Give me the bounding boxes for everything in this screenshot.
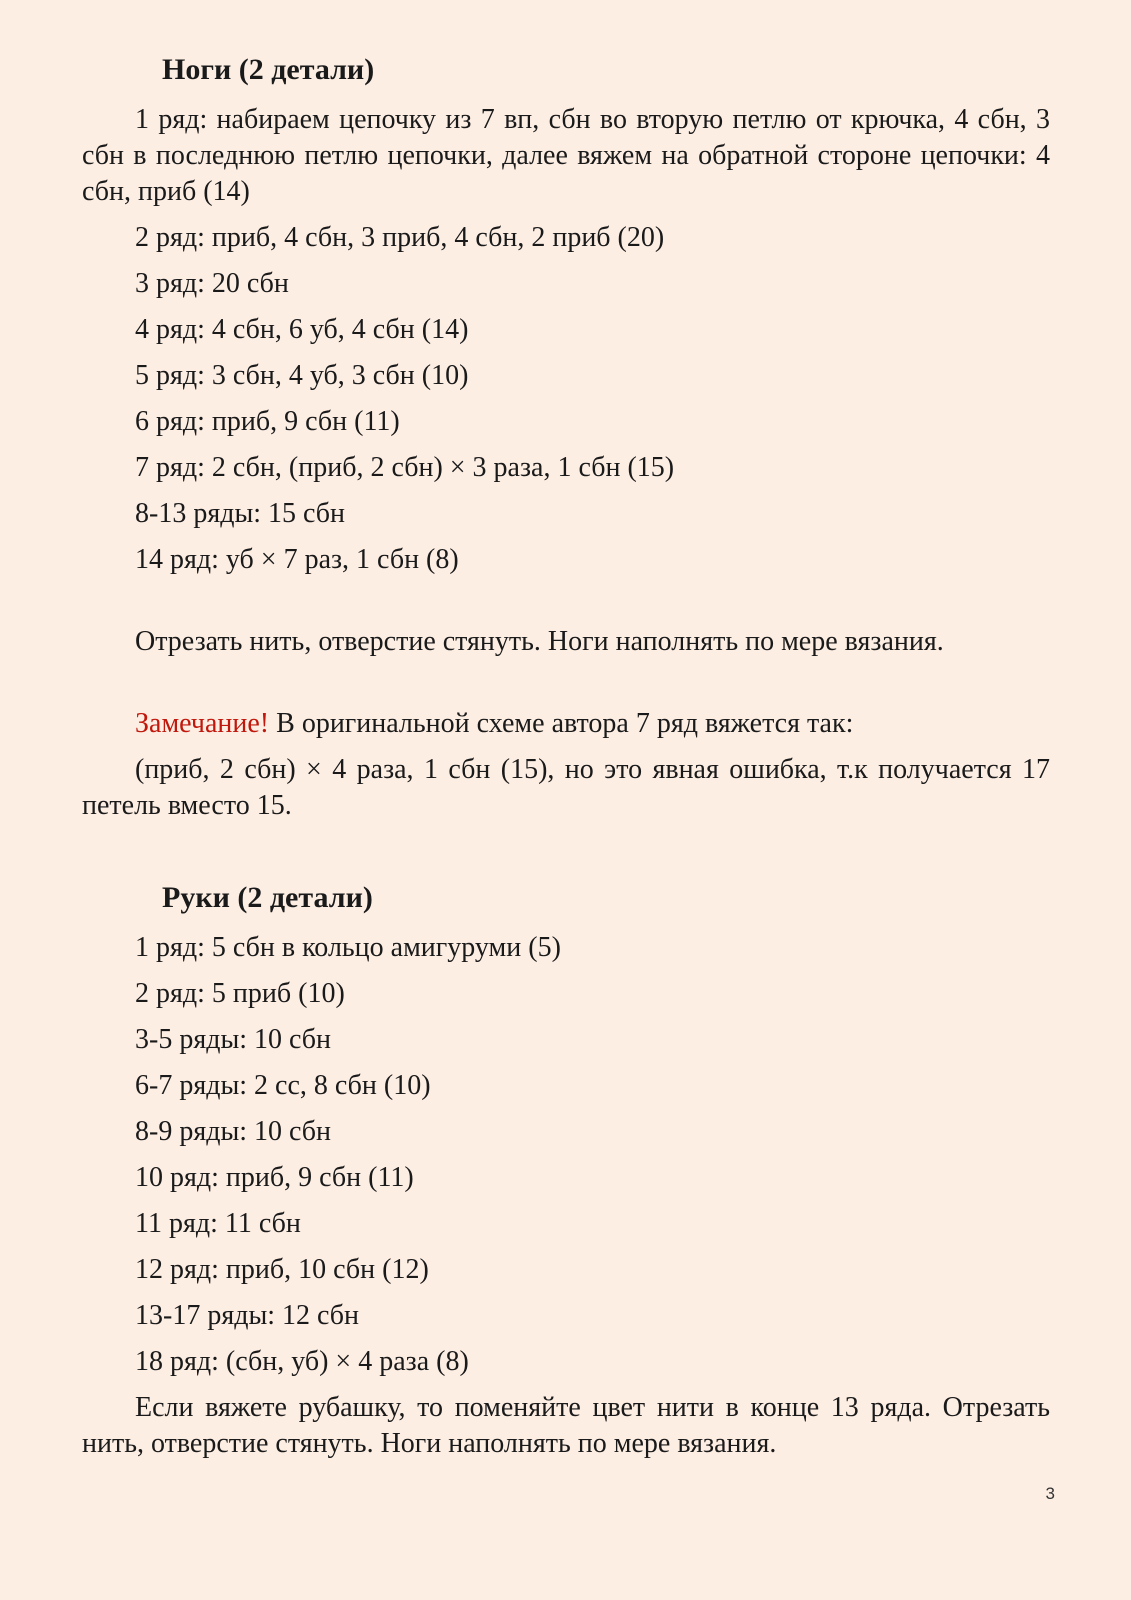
legs-finish-text: Отрезать нить, отверстие стянуть. Ноги наполнять по мере вязания. xyxy=(135,626,944,657)
legs-row: 7 ряд: 2 сбн, (приб, 2 сбн) × 3 раза, 1 сбн (15) xyxy=(135,452,675,483)
arms-row: 8-9 ряды: 10 сбн xyxy=(135,1116,332,1147)
note-paragraph xyxy=(82,706,1050,742)
document-page xyxy=(82,52,1050,1472)
arms-finish-text: Если вяжете рубашку, то поменяйте цвет нити в конце 13 ряда. Отрезать нить, отверстие стянуть. Ноги наполнять по мере вязания. xyxy=(82,1392,1050,1459)
note-detail: (приб, 2 сбн) × 4 раза, 1 сбн (15), но это явная ошибка, т.к получается 17 петель вместо 15. xyxy=(82,754,1050,821)
arms-row: 10 ряд: приб, 9 сбн (11) xyxy=(135,1162,414,1193)
spacer xyxy=(82,834,1050,880)
legs-row-1: 1 ряд: набираем цепочку из 7 вп, сбн во вторую петлю от крючка, 4 сбн, 3 сбн в последнюю петлю цепочки, далее вяжем на обратной стороне цепочки: 4 сбн, приб (14) xyxy=(82,104,1050,207)
arms-row: 6-7 ряды: 2 сс, 8 сбн (10) xyxy=(135,1070,431,1101)
arms-row: 12 ряд: приб, 10 сбн (12) xyxy=(135,1254,429,1285)
spacer xyxy=(82,670,1050,706)
spacer xyxy=(82,588,1050,624)
arms-row: 11 ряд: 11 сбн xyxy=(135,1208,301,1239)
legs-heading: Ноги (2 детали) xyxy=(162,53,375,86)
arms-row: 1 ряд: 5 сбн в кольцо амигуруми (5) xyxy=(135,932,561,963)
legs-row: 14 ряд: уб × 7 раз, 1 сбн (8) xyxy=(135,544,459,575)
legs-row: 5 ряд: 3 сбн, 4 уб, 3 сбн (10) xyxy=(135,360,469,391)
page-number: 3 xyxy=(1045,1484,1055,1503)
legs-row: 3 ряд: 20 сбн xyxy=(135,268,289,299)
arms-row: 2 ряд: 5 приб (10) xyxy=(135,978,345,1009)
legs-row: 6 ряд: приб, 9 сбн (11) xyxy=(135,406,400,437)
note-label: Замечание! xyxy=(135,708,270,739)
arms-row: 18 ряд: (сбн, уб) × 4 раза (8) xyxy=(135,1346,469,1377)
arms-heading: Руки (2 детали) xyxy=(162,881,373,914)
legs-row: 4 ряд: 4 сбн, 6 уб, 4 сбн (14) xyxy=(135,314,469,345)
arms-row: 3-5 ряды: 10 сбн xyxy=(135,1024,332,1055)
note-text: В оригинальной схеме автора 7 ряд вяжется так: xyxy=(269,708,854,739)
arms-row: 13-17 ряды: 12 сбн xyxy=(135,1300,360,1331)
legs-row: 2 ряд: приб, 4 сбн, 3 приб, 4 сбн, 2 приб (20) xyxy=(135,222,665,253)
legs-row: 8-13 ряды: 15 сбн xyxy=(135,498,346,529)
